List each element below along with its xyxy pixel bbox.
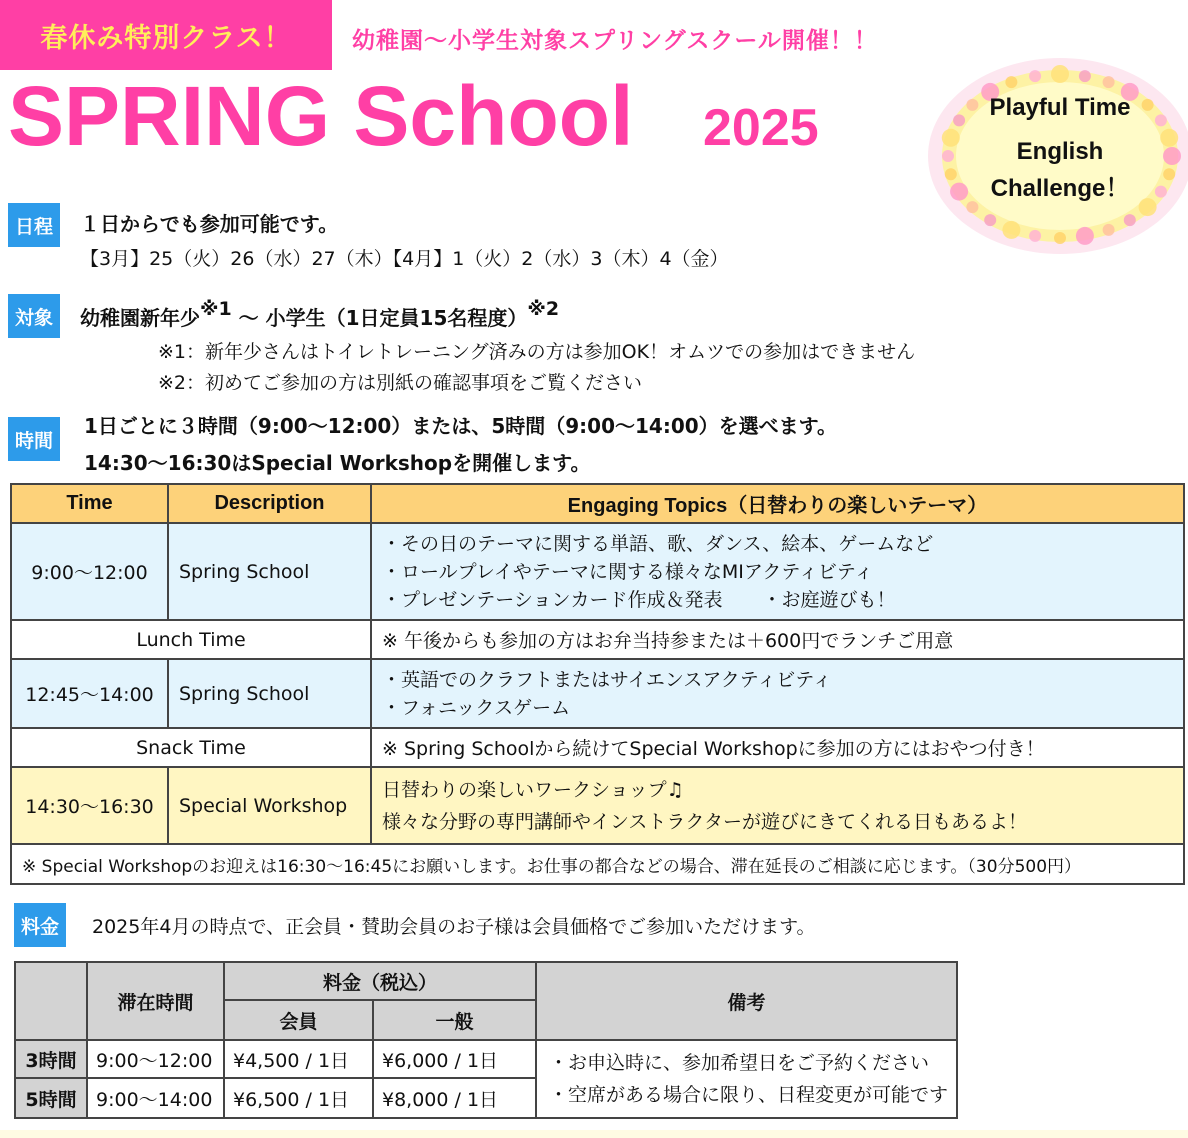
- petal-icon: [1124, 214, 1136, 226]
- petal-icon: [1051, 65, 1069, 83]
- row2-desc: Spring School: [168, 659, 371, 728]
- snack-note: ※ Spring Schoolから続けてSpecial Workshopに参加の方にはおやつ付き！: [371, 728, 1184, 767]
- row1-topic-3: ・プレゼンテーションカード作成＆発表 ・お庭遊びも！: [382, 588, 896, 611]
- row1-topics: [371, 523, 1184, 620]
- target-mark1: ※1: [200, 298, 232, 320]
- schedule-table: [10, 483, 1185, 885]
- fee-row-stay: 9:00〜14:00: [87, 1078, 224, 1118]
- row3-topic-2: 様々な分野の専門講師やインストラクターが遊びにきてくれる日もあるよ！: [382, 810, 1028, 833]
- fee-corner: [15, 962, 87, 1040]
- schedule-headline: １日からでも参加可能です。: [80, 212, 339, 236]
- flower-line-3: Challenge！: [990, 175, 1130, 202]
- fee-col-member: 会員: [224, 1000, 373, 1040]
- table-row: [11, 620, 1184, 659]
- table-row: [11, 659, 1184, 728]
- fee-remark-1: ・お申込時に、参加希望日をご予約ください: [549, 1052, 930, 1074]
- fee-label: 料金: [14, 903, 66, 947]
- lunch-label: Lunch Time: [11, 620, 371, 659]
- flower-line-1: Playful Time: [989, 94, 1131, 121]
- petal-icon: [1054, 232, 1066, 244]
- target-note-1: ※1：新年少さんはトイレトレーニング済みの方は参加OK！オムツでの参加はできません: [158, 341, 916, 363]
- flower-line-2: English: [1016, 138, 1104, 165]
- table-row: [11, 728, 1184, 767]
- col-description: Description: [168, 484, 371, 523]
- row1-topic-1: ・その日のテーマに関する単語、歌、ダンス、絵本、ゲームなど: [382, 532, 934, 555]
- lunch-note: ※ 午後からも参加の方はお弁当持参または＋600円でランチご用意: [371, 620, 1184, 659]
- fee-row-label: 5時間: [15, 1078, 87, 1118]
- petal-icon: [1103, 76, 1115, 88]
- fee-row-member: ¥6,500 / 1日: [224, 1078, 373, 1118]
- row3-topics: [371, 767, 1184, 844]
- fee-row-general: ¥6,000 / 1日: [373, 1040, 536, 1078]
- fee-remark-2: ・空席がある場合に限り、日程変更が可能です: [549, 1084, 949, 1106]
- row1-time: 9:00〜12:00: [11, 523, 168, 620]
- petal-icon: [1029, 70, 1041, 82]
- fee-table: [14, 961, 958, 1119]
- snack-label: Snack Time: [11, 728, 371, 767]
- page-title: SPRING School: [8, 69, 634, 163]
- schedule-footnote: ※ Special Workshopのお迎えは16:30〜16:45にお願いします。お仕事の都合などの場合、滞在延長のご相談に応じます。（30分500円）: [11, 844, 1184, 884]
- petal-icon: [1076, 227, 1094, 245]
- fee-col-remarks: 備考: [536, 962, 957, 1040]
- fee-text: 2025年4月の時点で、正会員・賛助会員のお子様は会員価格でご参加いただけます。: [92, 916, 816, 938]
- target-note-2: ※2：初めてご参加の方は別紙の確認事項をご覧ください: [158, 372, 643, 394]
- fee-row-stay: 9:00〜12:00: [87, 1040, 224, 1078]
- row2-topic-1: ・英語でのクラフトまたはサイエンスアクティビティ: [382, 668, 832, 691]
- target-label: 対象: [8, 294, 60, 338]
- petal-icon: [1005, 76, 1017, 88]
- row3-time: 14:30〜16:30: [11, 767, 168, 844]
- fee-col-price: 料金（税込）: [224, 962, 536, 1000]
- bottom-strip: [0, 1130, 1188, 1138]
- fee-remarks: [536, 1040, 957, 1118]
- fee-row-label: 3時間: [15, 1040, 87, 1078]
- row2-time: 12:45〜14:00: [11, 659, 168, 728]
- row1-topic-2: ・ロールプレイやテーマに関する様々なMIアクティビティ: [382, 560, 874, 583]
- petal-icon: [1002, 221, 1020, 239]
- table-row: [15, 1040, 957, 1078]
- petal-icon: [984, 214, 996, 226]
- time-line-1: 1日ごとに３時間（9:00〜12:00）または、5時間（9:00〜14:00）を選べます。: [84, 414, 838, 438]
- schedule-label: 日程: [8, 203, 60, 247]
- flower-badge: [925, 56, 1188, 256]
- row2-topic-2: ・フォニックスゲーム: [382, 696, 571, 719]
- class-badge: 春休み特別クラス！: [0, 0, 332, 70]
- table-row: [11, 767, 1184, 844]
- fee-row-general: ¥8,000 / 1日: [373, 1078, 536, 1118]
- fee-col-stay: 滞在時間: [87, 962, 224, 1040]
- fee-col-general: 一般: [373, 1000, 536, 1040]
- petal-icon: [1103, 224, 1115, 236]
- table-row: [11, 523, 1184, 620]
- petal-icon: [1029, 230, 1041, 242]
- col-time: Time: [11, 484, 168, 523]
- time-label: 時間: [8, 417, 60, 461]
- petal-icon: [1079, 70, 1091, 82]
- col-topics: Engaging Topics（日替わりの楽しいテーマ）: [371, 484, 1184, 523]
- target-line: [80, 298, 559, 331]
- target-part1: 幼稚園新年少: [80, 306, 200, 330]
- time-line-2: 14:30〜16:30はSpecial Workshopを開催します。: [84, 451, 591, 475]
- target-part2: 〜 小学生（1日定員15名程度）: [238, 306, 528, 330]
- schedule-dates: 【3月】25（火）26（水）27（木）【4月】1（火）2（水）3（木）4（金）: [80, 248, 729, 270]
- fee-row-member: ¥4,500 / 1日: [224, 1040, 373, 1078]
- row3-topic-1: 日替わりの楽しいワークショップ♫: [382, 778, 684, 801]
- title-year: 2025: [703, 99, 819, 157]
- row3-desc: Special Workshop: [168, 767, 371, 844]
- target-mark2: ※2: [527, 298, 560, 320]
- row2-topics: [371, 659, 1184, 728]
- subtitle: 幼稚園〜小学生対象スプリングスクール開催！！: [352, 28, 878, 54]
- table-row: [11, 844, 1184, 884]
- row1-desc: Spring School: [168, 523, 371, 620]
